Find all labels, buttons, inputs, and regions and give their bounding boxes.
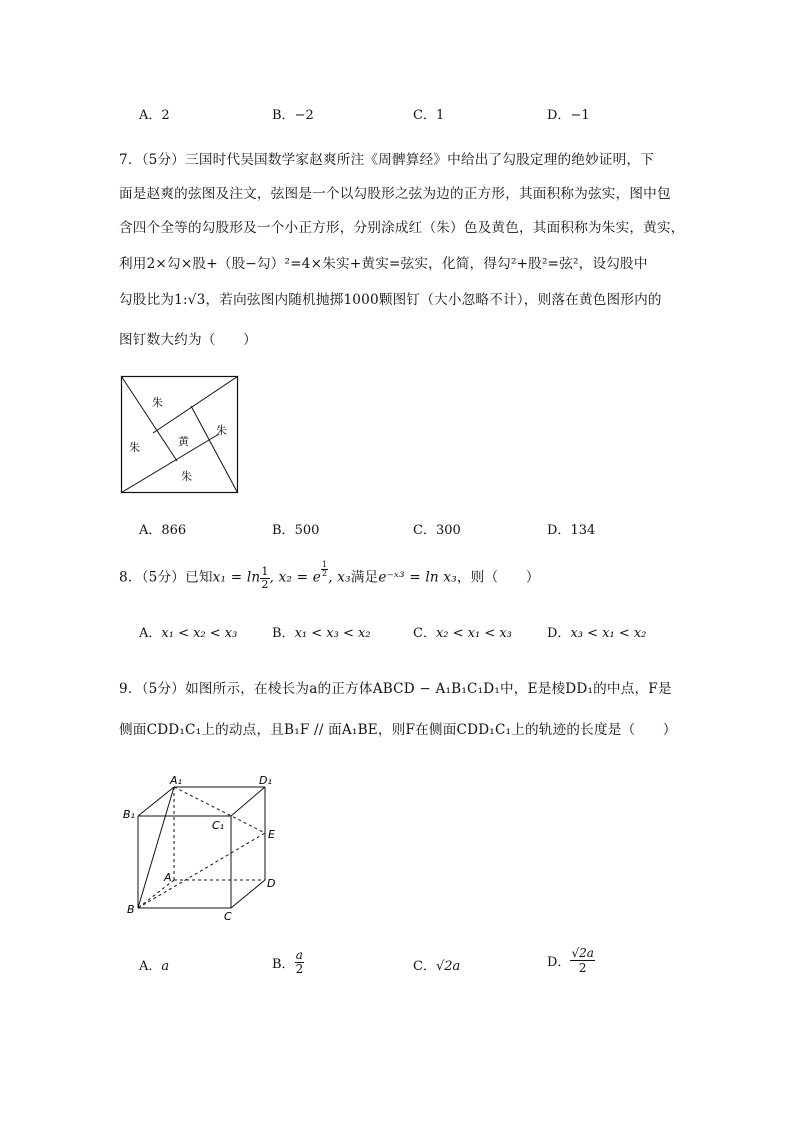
q8-option-c[interactable]: C．x₂ < x₁ < x₃: [413, 626, 512, 641]
q7-line-3: 含四个全等的勾股形及一个小正方形，分别涂成红（朱）色及黄色，其面积称为朱实，黄实，: [119, 220, 685, 236]
q8-stem: 8．（5分）已知x₁ = ln $\frac{1}{2}$ , x₂ = e $\frac{1}{2}$ , x₃满足e⁻ˣ³ = ln x₃，则（ ）: [119, 560, 540, 591]
vertex-d1: D₁: [259, 774, 272, 787]
q7-option-c[interactable]: C．300: [413, 523, 461, 538]
exponent-fraction: $\frac{1}{2}$: [321, 560, 328, 578]
label-zhu-left: 朱: [129, 441, 140, 454]
q7-line-6: 图钉数大约为（ ）: [119, 332, 257, 348]
q6-option-b[interactable]: B．−2: [272, 108, 314, 123]
q9-option-a[interactable]: A．a: [139, 959, 170, 974]
vertex-a1: A₁: [170, 774, 182, 787]
q8-option-d[interactable]: D．x₃ < x₁ < x₂: [547, 626, 647, 641]
q7-line-4: 利用2×勾×股+（股−勾）²=4×朱实+黄实=弦实，化简，得勾²+股²=弦²，设勾股中: [119, 256, 648, 272]
q9-option-d[interactable]: D． $\frac{√2a}{2}$: [547, 946, 594, 975]
q7-option-d[interactable]: D．134: [547, 523, 596, 538]
segment-a1-b: [138, 787, 174, 908]
label-zhu-right: 朱: [216, 424, 227, 437]
cube-diagram: [118, 772, 283, 924]
q6-option-d[interactable]: D．−1: [547, 108, 590, 123]
label-huang-center: 黄: [178, 435, 189, 448]
q6-option-c[interactable]: C．1: [413, 108, 445, 123]
q7-line-1: 7．（5分）三国时代吴国数学家赵爽所注《周髀算经》中给出了勾股定理的绝妙证明，下: [119, 152, 655, 168]
q9-option-b[interactable]: B． $\frac{a}{2}$: [272, 948, 304, 976]
q7-line-5: 勾股比为1:√3，若向弦图内随机抛掷1000颗图钉（大小忽略不计），则落在黄色图形内的: [119, 292, 662, 308]
vertex-b: B: [127, 903, 135, 916]
fraction-sqrt2a-over-2: $\frac{√2a}{2}$: [571, 946, 594, 975]
q7-option-b[interactable]: B．500: [272, 523, 320, 538]
vertex-a: A: [164, 871, 172, 884]
q9-option-c[interactable]: C．√2a: [413, 959, 461, 974]
fraction-one-half: $\frac{1}{2}$: [261, 564, 269, 591]
vertex-b1: B₁: [123, 808, 135, 821]
vertex-d: D: [267, 877, 276, 890]
edge-d1-c1: [231, 787, 265, 816]
diagram-line: [191, 406, 238, 493]
label-zhu-bottom: 朱: [181, 470, 192, 483]
q8-option-b[interactable]: B．x₁ < x₃ < x₂: [272, 626, 371, 641]
q7-option-a[interactable]: A．866: [139, 523, 187, 538]
edge-b1-a1: [138, 787, 174, 816]
fraction-a-over-2: $\frac{a}{2}$: [295, 948, 304, 976]
vertex-c1: C₁: [212, 819, 225, 832]
q6-option-a[interactable]: A．2: [139, 108, 170, 123]
q9-line-1: 9．（5分）如图所示，在棱长为a的正方体ABCD − A₁B₁C₁D₁中，E是棱DD₁的中点，F是: [119, 681, 672, 697]
vertex-c: C: [224, 910, 232, 923]
q7-line-2: 面是赵爽的弦图及注文，弦图是一个以勾股形之弦为边的正方形，其面积称为弦实，图中包: [119, 186, 671, 202]
label-zhu-top: 朱: [152, 396, 163, 409]
point-e: E: [268, 828, 275, 841]
q9-line-2: 侧面CDD₁C₁上的动点，且B₁F // 面A₁BE，则F在侧面CDD₁C₁上的轨迹的长度是（ ）: [119, 722, 677, 738]
q8-option-a[interactable]: A．x₁ < x₂ < x₃: [139, 626, 238, 641]
edge-d-c: [231, 880, 265, 908]
hidden-edge-a-b: [138, 880, 174, 908]
zhao-shuang-string-diagram: [120, 375, 240, 495]
